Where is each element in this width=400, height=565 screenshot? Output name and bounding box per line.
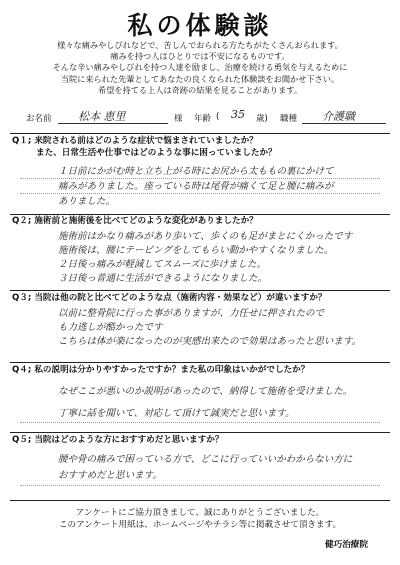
closing-line: アンケートにご協力頂きまして、誠にありがとうございました。	[75, 508, 325, 518]
section-divider	[10, 290, 390, 291]
answer-line: も力逃しが酷かったです	[58, 322, 163, 333]
answer-line: ２日後っ痛みが軽減してスムーズに歩けました。	[58, 259, 267, 270]
intro-line: 希望を持てる上人は奇跡の結果を見ることがあります。	[97, 84, 303, 95]
answer-3	[58, 307, 361, 349]
section-divider	[10, 432, 390, 433]
answer-1	[58, 164, 334, 209]
question-line: Q２; 施術前と施術後を比べてどのような変化がありましたか？	[12, 216, 258, 226]
answer-line: おすすめだと思います。	[58, 470, 162, 481]
question-line: Q５; 当院はどのような方におすすめだと思いますか？	[12, 435, 224, 445]
ruled-line	[20, 422, 380, 423]
question-1	[12, 136, 277, 159]
question-line: Q１; 来院される前はどのような症状で悩まされていましたか？	[12, 136, 258, 146]
name-underline	[58, 123, 168, 124]
intro-line: 痛みを持つ人はひとりでは不安になるものです。	[110, 51, 290, 62]
answer-line: 腰や骨の痛みで困っている方で、どこに行っていいかわからない方に	[58, 454, 353, 465]
name-honorific: 様	[174, 114, 183, 124]
question-5	[12, 435, 223, 447]
answer-line: 以前に整骨院に行った事がありますが、力任せに押されたので	[58, 308, 325, 319]
answer-line: 施術前はかなり痛みがあり歩いて、歩くのも足がまとにくかったです	[58, 231, 353, 242]
question-line: Q４; 私の説明は分かりやすかったですか？また私の印象はいかがでしたか？	[12, 365, 310, 375]
answer-line: ありました。	[58, 196, 116, 207]
answer-line: ３日後っ普通に生活ができるようになりました。	[58, 273, 268, 284]
name-label: お名前	[26, 114, 52, 124]
answer-line: なぜここが悪いのか説明があったので、納得して施術を受けました。	[58, 386, 353, 397]
section-divider	[10, 362, 390, 363]
intro-text	[30, 40, 370, 96]
job-underline	[302, 123, 386, 124]
answer-line: こちらは体が楽になったのが実感出来たので効果はあったと思います。	[58, 336, 362, 347]
ruled-line	[20, 193, 380, 194]
ruled-line	[20, 485, 380, 486]
personal-info-row	[26, 108, 386, 126]
age-suffix: 歳)	[256, 114, 268, 124]
answer-line: 丁寧に話を聞いて、対応して頂けて誠実だと思います。	[58, 408, 295, 419]
intro-line: 様々な痛みやしびれなどで、苦しんでおられる方たちがたくさんおられます。	[57, 40, 343, 50]
answer-line: １日前にかがむ時と立ち上がる時にお尻から太ももの裏にかけて	[58, 166, 334, 177]
closing-message	[0, 508, 400, 531]
job-value: 介護職	[322, 110, 355, 123]
clinic-name: 健巧治療院	[325, 540, 368, 550]
age-label: 年齢	[194, 114, 212, 124]
answer-line: 痛みがありました。座っている時は尾骨が痛くて足と腰に痛みが	[58, 181, 334, 192]
ruled-line	[20, 178, 380, 179]
section-divider	[10, 214, 390, 215]
answer-4	[58, 381, 352, 425]
section-divider	[10, 133, 390, 134]
name-value: 松本 恵里	[78, 110, 126, 123]
question-3	[12, 293, 327, 305]
age-paren: (	[216, 112, 220, 122]
question-line: Q３; 当院は他の院と比べてどのような点（施術内容・効果など）が違いますか？	[12, 293, 327, 303]
answer-5	[58, 452, 352, 484]
job-label: 職種	[280, 114, 298, 124]
question-2	[12, 216, 258, 228]
page-title: 私の体験談	[127, 11, 273, 40]
answer-2	[58, 230, 352, 286]
intro-line: 当院に来られた先輩としてあなたの良くなられた体験談をお聞かせ下さい。	[60, 73, 340, 84]
intro-line: そんな辛い痛みやしびれを持つ人達を励まし、治療を続ける勇気を与えるために	[52, 62, 348, 73]
section-divider	[10, 500, 390, 501]
closing-line: このアンケート用紙は、ホームページやチラシ等に掲載させて頂きます。	[58, 519, 342, 530]
question-line: また、日常生活や仕事ではどのような事に困っていましたか？	[36, 147, 277, 158]
age-value: 35	[231, 108, 245, 121]
answer-line: 施術後は、腰にテーピングをしてもらい動かやすくなりました。	[58, 245, 334, 256]
question-4	[12, 365, 309, 377]
